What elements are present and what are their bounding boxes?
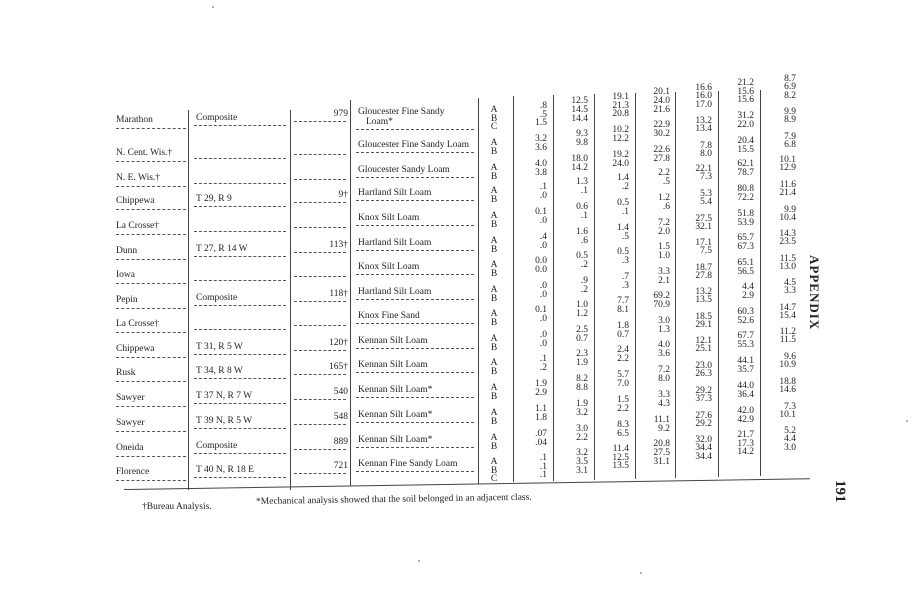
leader-dots — [294, 399, 346, 400]
leader-dots — [194, 329, 286, 330]
location-legal: T 37 N, R 7 W — [196, 391, 253, 401]
location-legal: T 27, R 14 W — [196, 244, 248, 254]
value-column-7: 14.7 15.4 — [779, 302, 796, 322]
value-column-2: 1.9 3.2 — [576, 399, 588, 419]
county-name: Sawyer — [116, 418, 145, 428]
leader-dots — [294, 350, 346, 351]
value-column-5: 5.3 5.4 — [700, 188, 712, 208]
value-column-2: 0.6 .1 — [576, 202, 588, 222]
horizon-letters: A B — [490, 163, 498, 182]
leader-dots — [294, 121, 346, 122]
county-name: Florence — [116, 467, 150, 477]
leader-dots — [294, 374, 346, 375]
leader-dots — [356, 299, 474, 300]
sample-number: 165† — [329, 362, 348, 372]
leader-dots — [116, 381, 186, 382]
sample-number: 889 — [333, 437, 348, 447]
county-name: Dunn — [116, 246, 138, 256]
value-column-1: .1 .1 .1 — [539, 453, 547, 481]
value-column-5: 22.1 7.3 — [695, 163, 712, 183]
horizon-letters: A B — [490, 408, 498, 427]
leader-dots — [356, 323, 474, 324]
leader-dots — [194, 305, 286, 306]
leader-dots — [294, 202, 346, 203]
value-column-2: 12.5 14.5 14.4 — [571, 96, 588, 124]
soil-type: Knox Silt Loam — [358, 213, 420, 223]
value-column-7: 18.8 14.6 — [779, 376, 796, 396]
value-column-5: 7.8 8.0 — [700, 140, 712, 160]
leader-dots — [294, 179, 346, 180]
value-column-6: 65.1 56.5 — [737, 258, 754, 277]
value-column-2: 18.0 14.2 — [571, 154, 588, 174]
value-column-6: 65.7 67.3 — [737, 233, 754, 252]
value-column-1: 4.0 3.8 — [535, 159, 547, 178]
horizon-letters: A B — [490, 236, 498, 255]
soil-type: Hartland Silt Loam — [358, 287, 432, 297]
sample-number: 540 — [333, 387, 348, 397]
sample-number: 120† — [329, 338, 348, 348]
value-column-7: 4.5 3.3 — [784, 277, 796, 297]
soil-type: Gloucester Fine Sandy — [358, 107, 445, 117]
value-column-4: 1.5 1.0 — [658, 242, 670, 262]
leader-dots — [356, 471, 474, 472]
value-column-2: 1.3 .1 — [576, 177, 588, 197]
leader-dots — [294, 325, 346, 326]
value-column-6: 4.4 2.9 — [742, 282, 754, 301]
value-column-2: 3.0 2.2 — [576, 424, 588, 444]
value-column-5: 18.7 27.8 — [695, 262, 712, 282]
leader-dots — [356, 225, 474, 226]
leader-dots — [356, 152, 474, 153]
soil-type: Kennan Silt Loam* — [358, 410, 433, 420]
leader-dots — [294, 252, 346, 253]
leader-dots — [116, 431, 186, 432]
value-column-3: 0.5 .3 — [617, 246, 629, 266]
value-column-3: 2.4 2.2 — [617, 344, 629, 364]
county-name: Marathon — [116, 115, 153, 125]
rule-vertical-10 — [718, 91, 719, 477]
location-legal: Composite — [196, 441, 238, 451]
soil-type: Knox Fine Sand — [358, 311, 420, 321]
leader-dots — [116, 128, 186, 129]
soil-type: Gloucester Sandy Loam — [358, 165, 450, 175]
soil-type: Kennan Silt Loam* — [358, 435, 433, 445]
value-column-2: 0.5 .2 — [576, 251, 588, 271]
value-column-4: 2.2 .5 — [658, 168, 670, 188]
value-column-4: 7.2 2.0 — [658, 218, 670, 238]
rule-vertical-4 — [478, 98, 479, 484]
leader-dots — [294, 154, 346, 155]
value-column-7: 8.7 6.9 8.2 — [784, 73, 796, 101]
value-column-1: .8 .5 1.5 — [535, 101, 547, 129]
leader-dots — [116, 308, 186, 309]
rule-vertical-11 — [760, 90, 761, 476]
sample-number: 548 — [333, 412, 348, 422]
scan-speck — [212, 6, 214, 8]
leader-dots — [116, 357, 186, 358]
value-column-3: 8.3 6.5 — [617, 419, 629, 439]
value-column-2: 1.0 1.2 — [576, 300, 588, 320]
soil-type: Hartland Silt Loam — [358, 188, 432, 198]
sample-number: 979 — [333, 109, 348, 119]
leader-dots — [356, 129, 474, 130]
value-column-4: 7.2 8.0 — [658, 365, 670, 385]
footnote-mechanical: *Mechanical analysis showed that the soil belonged in an adjacent class. — [255, 492, 532, 507]
leader-dots — [294, 449, 346, 450]
leader-dots — [116, 161, 186, 162]
value-column-3: .7 .3 — [621, 271, 629, 291]
county-name: Chippewa — [116, 344, 155, 354]
value-column-2: 2.3 1.9 — [576, 349, 588, 369]
value-column-6: 60.3 52.6 — [737, 307, 754, 326]
value-column-4: 4.0 3.6 — [658, 340, 670, 360]
value-column-1: 0.1 .0 — [535, 207, 547, 226]
leader-dots — [194, 183, 286, 184]
scan-speck — [906, 420, 908, 422]
leader-dots — [194, 354, 286, 355]
value-column-3: 0.5 .1 — [617, 197, 629, 217]
value-column-7: 14.3 23.5 — [779, 228, 796, 248]
value-column-4: 20.1 24.0 21.6 — [653, 87, 670, 115]
value-column-6: 20.4 15.5 — [737, 136, 754, 155]
soil-type: Hartland Silt Loam — [358, 238, 432, 248]
leader-dots — [356, 422, 474, 423]
value-column-4: 3.3 2.1 — [658, 267, 670, 287]
county-name: Sawyer — [116, 393, 145, 403]
location-legal: Composite — [196, 293, 238, 303]
value-column-5: 13.2 13.4 — [695, 115, 712, 135]
leader-dots — [194, 125, 286, 126]
sample-number: 113† — [329, 240, 348, 250]
location-legal: T 29, R 9 — [196, 194, 232, 204]
scan-speck — [418, 560, 420, 562]
value-column-2: 1.6 .6 — [576, 227, 588, 247]
value-column-4: 20.8 27.5 31.1 — [653, 439, 670, 467]
horizon-letters: A B — [490, 433, 498, 452]
value-column-5: 27.5 32.1 — [695, 213, 712, 233]
value-column-2: 8.2 8.8 — [576, 374, 588, 394]
value-column-6: 67.7 55.3 — [737, 331, 754, 350]
leader-dots — [356, 447, 474, 448]
value-column-6: 42.0 42.9 — [737, 406, 754, 425]
leader-dots — [294, 473, 346, 474]
value-column-4: 22.9 30.2 — [653, 120, 670, 140]
value-column-7: 7.3 10.1 — [779, 401, 796, 421]
leader-dots — [194, 231, 286, 232]
value-column-7: 9.9 8.9 — [784, 106, 796, 126]
value-column-2: 3.2 3.5 3.1 — [576, 448, 588, 476]
leader-dots — [116, 406, 186, 407]
sample-number: 721 — [333, 461, 348, 471]
leader-dots — [116, 283, 186, 284]
leader-dots — [356, 177, 474, 178]
value-column-3: 1.5 2.2 — [617, 394, 629, 414]
value-column-3: 19.1 21.3 20.8 — [612, 91, 629, 120]
leader-dots — [294, 424, 346, 425]
leader-dots — [116, 332, 186, 333]
horizon-letters: A B — [490, 334, 498, 353]
leader-dots — [194, 453, 286, 454]
value-column-5: 23.0 26.3 — [695, 360, 712, 380]
value-column-6: 21.2 15.6 15.6 — [737, 78, 754, 106]
leader-dots — [194, 206, 286, 207]
value-column-1: .1 .2 — [539, 354, 547, 373]
rule-vertical-3 — [350, 100, 351, 486]
value-column-2: 2.5 0.7 — [576, 325, 588, 345]
value-column-1: .0 .0 — [539, 330, 547, 349]
rule-vertical-2 — [290, 110, 291, 490]
value-column-2: .9 .2 — [580, 276, 588, 296]
horizon-letters: A B C — [490, 105, 498, 133]
leader-dots — [356, 348, 474, 349]
value-column-6: 44.1 35.7 — [737, 356, 754, 375]
value-column-3: 19.2 24.0 — [612, 149, 629, 169]
county-name: Rusk — [116, 368, 136, 378]
leader-dots — [194, 158, 286, 159]
value-column-5: 29.2 37.3 — [695, 385, 712, 405]
value-column-6: 31.2 22.0 — [737, 111, 754, 130]
value-column-6: 51.8 53.9 — [737, 209, 754, 228]
leader-dots — [356, 250, 474, 251]
leader-dots — [194, 280, 286, 281]
value-column-4: 3.3 4.3 — [658, 390, 670, 410]
value-column-5: 27.6 29.2 — [695, 410, 712, 430]
value-column-6: 62.1 78.7 — [737, 159, 754, 178]
value-column-6: 21.7 17.3 14.2 — [737, 430, 754, 458]
value-column-4: 11.1 9.2 — [653, 415, 670, 435]
value-column-7: 9.6 10.9 — [779, 351, 796, 371]
value-column-5: 13.2 13.5 — [695, 286, 712, 306]
leader-dots — [194, 403, 286, 404]
horizon-letters: A B — [490, 383, 498, 402]
soil-type: Kennan Fine Sandy Loam — [358, 459, 458, 469]
location-legal: T 40 N, R 18 E — [196, 465, 254, 475]
side-title: APPENDIX — [807, 255, 822, 331]
county-name: La Crosse† — [116, 319, 160, 329]
value-column-3: 1.8 0.7 — [617, 320, 629, 340]
value-column-3: 11.4 12.5 13.5 — [612, 443, 629, 472]
leader-dots — [356, 372, 474, 373]
page-number: 191 — [832, 480, 848, 503]
sample-number: 9† — [338, 190, 348, 200]
sample-number: 118† — [329, 289, 348, 299]
horizon-letters: A B — [490, 211, 498, 230]
value-column-6: 80.8 72.2 — [737, 184, 754, 203]
horizon-letters: A B C — [490, 457, 498, 485]
location-legal: T 39 N, R 5 W — [196, 416, 253, 426]
value-column-4: 3.0 1.3 — [658, 316, 670, 336]
value-column-1: .1 .0 — [539, 182, 547, 201]
leader-dots — [116, 480, 186, 481]
value-column-3: 1.4 .5 — [617, 222, 629, 242]
leader-dots — [194, 477, 286, 478]
horizon-letters: A B — [490, 138, 498, 157]
value-column-4: 22.6 27.8 — [653, 145, 670, 165]
value-column-1: 0.0 0.0 — [535, 256, 547, 275]
leader-dots — [116, 209, 186, 210]
value-column-3: 5.7 7.0 — [617, 369, 629, 389]
soil-type: Knox Silt Loam — [358, 262, 420, 272]
value-column-4: 69.2 70.9 — [653, 291, 670, 311]
leader-dots — [116, 259, 186, 260]
county-name: La Crosse† — [116, 221, 160, 231]
soil-type: Kennan Silt Loam — [358, 360, 428, 370]
value-column-1: .07 .04 — [535, 429, 547, 448]
leader-dots — [116, 234, 186, 235]
value-column-7: 11.5 13.0 — [779, 253, 796, 273]
value-column-1: 0.1 .0 — [535, 305, 547, 324]
leader-dots — [194, 378, 286, 379]
rule-bottom — [124, 478, 810, 490]
value-column-5: 18.5 29.1 — [695, 311, 712, 331]
value-column-5: 17.1 7.5 — [695, 237, 712, 257]
county-name: Chippewa — [116, 196, 155, 206]
leader-dots — [116, 186, 186, 187]
soil-type: Gloucester Fine Sandy Loam — [358, 140, 470, 150]
location-legal: T 34, R 8 W — [196, 366, 243, 376]
value-column-1: 3.2 3.6 — [535, 134, 547, 153]
value-column-7: 10.1 12.9 — [779, 154, 796, 174]
value-column-6: 44.0 36.4 — [737, 381, 754, 400]
soil-type: Kennan Silt Loam* — [358, 385, 433, 395]
leader-dots — [356, 397, 474, 398]
horizon-letters: A B — [490, 186, 498, 205]
horizon-letters: A B — [490, 309, 498, 328]
rule-vertical-9 — [675, 92, 676, 478]
value-column-5: 32.0 34.4 34.4 — [695, 434, 712, 463]
footnote-bureau: †Bureau Analysis. — [142, 502, 212, 512]
value-column-7: 9.9 10.4 — [779, 204, 796, 224]
county-name: N. E. Wis.† — [116, 173, 161, 183]
leader-dots — [294, 301, 346, 302]
horizon-letters: A B — [490, 260, 498, 279]
leader-dots — [194, 256, 286, 257]
value-column-7: 11.2 11.5 — [779, 326, 796, 346]
value-column-1: 1.1 1.8 — [535, 404, 547, 423]
leader-dots — [294, 227, 346, 228]
value-column-2: 9.3 9.8 — [576, 129, 588, 149]
leader-dots — [356, 200, 474, 201]
rule-vertical-1 — [188, 110, 189, 490]
value-column-1: .0 .0 — [539, 281, 547, 300]
leader-dots — [294, 276, 346, 277]
value-column-4: 1.2 .6 — [658, 193, 670, 213]
value-column-3: 1.4 .2 — [617, 172, 629, 192]
leader-dots — [356, 274, 474, 275]
value-column-7: 7.9 6.8 — [784, 131, 796, 151]
location-legal: T 31, R 5 W — [196, 342, 243, 352]
county-name: N. Cent. Wis.† — [116, 148, 173, 158]
leader-dots — [116, 456, 186, 457]
scan-speck — [640, 572, 642, 574]
value-column-7: 11.6 21.4 — [779, 179, 796, 199]
location-legal: Composite — [196, 113, 238, 123]
horizon-letters: A B — [490, 285, 498, 304]
value-column-3: 10.2 12.2 — [612, 124, 629, 144]
county-name: Iowa — [116, 270, 135, 280]
value-column-1: 1.9 2.9 — [535, 379, 547, 398]
soil-type: Kennan Silt Loam — [358, 336, 428, 346]
horizon-letters: A B — [490, 358, 498, 377]
leader-dots — [194, 428, 286, 429]
value-column-5: 12.1 25.1 — [695, 335, 712, 355]
soil-type-continued: Loam* — [366, 117, 393, 127]
county-name: Oneida — [116, 443, 144, 453]
value-column-1: .4 .0 — [539, 232, 547, 251]
value-column-5: 16.6 16.0 17.0 — [695, 82, 712, 111]
value-column-3: 7.7 8.1 — [617, 295, 629, 315]
county-name: Pepin — [116, 295, 138, 305]
value-column-7: 5.2 4.4 3.0 — [784, 425, 796, 453]
